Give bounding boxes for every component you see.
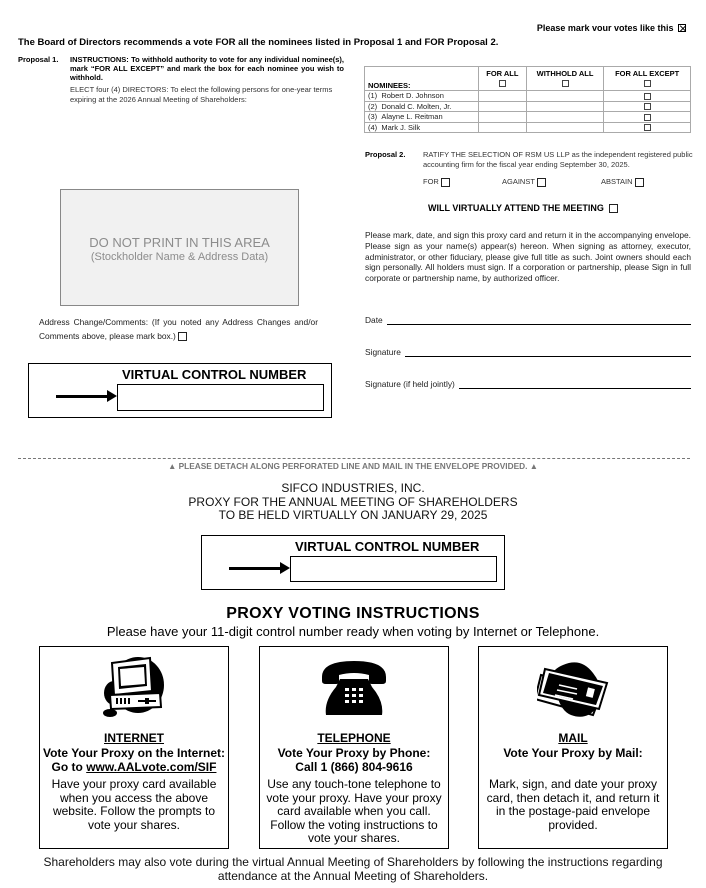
proposal2-for-checkbox[interactable] [441, 178, 450, 187]
date-line[interactable] [387, 316, 691, 325]
internet-instructions: Have your proxy card available when you access the above website. Follow the prompts to vote your shares. [51, 777, 217, 832]
nominee-row [365, 122, 691, 133]
stockholder-data-text: (Stockholder Name & Address Data) [90, 251, 269, 263]
mail-envelope-icon [537, 655, 609, 721]
voting-website-link[interactable]: www.AALvote.com/SIF [86, 759, 217, 774]
nominee-name: (3) Alayne L. Reitman [365, 112, 479, 123]
meeting-title: PROXY FOR THE ANNUAL MEETING OF SHAREHOLDERS [188, 494, 518, 509]
proposal2-for-option[interactable]: FOR [423, 177, 450, 187]
computer-icon [98, 655, 170, 721]
signing-instructions: Please mark, date, and sign this proxy card and return it in the accompanying envelope. Please sign as your name(s) appear(s) hereon. When signing as attorney, executor, administrator, or other fiduciary, please give full title as such. Joint owners should each sign personally. All holders must sign. If a corporation or partnership, please Sign in full corporate or partnership name, by authorized officer. [365, 230, 691, 284]
proposal2-against-option[interactable]: AGAINST [502, 177, 546, 187]
col-for-all-except [604, 67, 691, 91]
control-number-title: VIRTUAL CONTROL NUMBER [122, 367, 307, 382]
proposal2-text: RATIFY THE SELECTION OF RSM US LLP as the independent registered public accounting firm for the fiscal year ending September 30, 2025. [423, 150, 693, 169]
mail-instructions: Mark, sign, and date your proxy card, then detach it, and return it in the postage-paid envelope provided. [486, 777, 660, 832]
control-number-box-bottom [201, 535, 505, 590]
nominee-table-header [365, 67, 691, 91]
joint-signature-field[interactable] [365, 379, 691, 389]
mail-heading-line1: Vote Your Proxy by Mail: [503, 746, 643, 760]
nominee-name: (1) Robert D. Johnson [365, 91, 479, 102]
proposal1-label: Proposal 1. [18, 55, 59, 64]
arrow-right-icon [56, 395, 108, 398]
col-withhold-all-label: WITHHOLD ALL [536, 69, 594, 78]
date-field[interactable] [365, 315, 691, 325]
proposal2-abstain-option[interactable]: ABSTAIN [601, 177, 644, 187]
date-label: Date [365, 315, 383, 325]
nominee-name: (4) Mark J. Silk [365, 122, 479, 133]
company-header [0, 482, 706, 523]
withhold-all-checkbox[interactable] [562, 80, 569, 87]
control-number-field[interactable] [290, 556, 497, 582]
mark-votes-note [537, 23, 686, 33]
proposal2-abstain-checkbox[interactable] [635, 178, 644, 187]
internet-title: INTERNET [104, 731, 164, 745]
nominees-header: NOMINEES: [365, 67, 479, 91]
detach-note: ▲ PLEASE DETACH ALONG PERFORATED LINE AND MAIL IN THE ENVELOPE PROVIDED. ▲ [168, 461, 538, 471]
attend-meeting-checkbox[interactable] [609, 204, 618, 213]
col-for-all-except-label: FOR ALL EXCEPT [615, 69, 680, 78]
mail-voting-panel [478, 646, 668, 849]
telephone-number: Call 1 (866) 804-9616 [295, 759, 413, 774]
address-change-checkbox[interactable] [178, 332, 187, 341]
signature-field[interactable] [365, 347, 691, 357]
telephone-heading-line1: Vote Your Proxy by Phone: [277, 746, 431, 760]
attend-meeting-label: WILL VIRTUALLY ATTEND THE MEETING [428, 203, 604, 213]
nominee-row [365, 101, 691, 112]
control-number-box-top [28, 363, 332, 418]
telephone-title: TELEPHONE [317, 731, 391, 745]
mail-title: MAIL [558, 731, 588, 745]
company-name: SIFCO INDUSTRIES, INC. [281, 481, 425, 495]
nominee-except-checkbox[interactable] [644, 114, 651, 121]
telephone-heading [260, 747, 448, 774]
nominee-except-checkbox[interactable] [644, 93, 651, 100]
proposal1-elect-text: ELECT four (4) DIRECTORS: To elect the following persons for one-year terms expiring at the 2026 Annual Meeting of Shareholders: [70, 85, 333, 104]
nominee-name: (2) Donald C. Molten, Jr. [365, 101, 479, 112]
telephone-instructions: Use any touch-tone telephone to vote your proxy. Have your proxy card available when you call. Follow the voting instructions to vote your shares. [266, 777, 442, 845]
signature-line[interactable] [405, 348, 691, 357]
nominee-except-checkbox[interactable] [644, 124, 651, 131]
proposal2-against-checkbox[interactable] [537, 178, 546, 187]
col-withhold-all [526, 67, 604, 91]
footer-note: Shareholders may also vote during the virtual Annual Meeting of Shareholders by following the instructions regarding attendance at the Annual Meeting of Shareholders. [43, 855, 663, 883]
mail-heading [479, 747, 667, 761]
internet-heading-line2: Go to www.AALvote.com/SIF [51, 759, 217, 774]
address-change-text: Address Change/Comments: (If you noted any Address Changes and/or Comments above, please mark box.) [39, 317, 318, 341]
col-for-all [479, 67, 527, 91]
for-all-checkbox[interactable] [499, 80, 506, 87]
internet-heading [40, 747, 228, 774]
col-for-all-label: FOR ALL [486, 69, 519, 78]
nominee-except-checkbox[interactable] [644, 103, 651, 110]
perforated-line [18, 458, 690, 459]
voting-instructions-subtitle: Please have your 11-digit control number ready when voting by Internet or Telephone. [106, 624, 600, 639]
internet-heading-line1: Vote Your Proxy on the Internet: [42, 746, 226, 760]
stockholder-address-area [60, 189, 299, 306]
joint-signature-line[interactable] [459, 380, 691, 389]
telephone-voting-panel [259, 646, 449, 849]
x-mark-example-icon [678, 24, 686, 32]
nominee-row [365, 112, 691, 123]
meeting-date: TO BE HELD VIRTUALLY ON JANUARY 29, 2025 [218, 508, 488, 522]
for-all-except-checkbox[interactable] [644, 80, 651, 87]
attend-meeting-option[interactable] [428, 203, 618, 213]
arrow-right-icon [229, 567, 281, 570]
nominee-table [364, 66, 691, 133]
board-recommendation: The Board of Directors recommends a vote FOR all the nominees listed in Proposal 1 and FOR Proposal 2. [18, 37, 499, 48]
proposal1-instructions: INSTRUCTIONS: To withhold authority to vote for any individual nominee(s), mark “FOR ALL EXCEPT” and mark the box for each nominee you wish to withhold. [70, 55, 344, 82]
control-number-field[interactable] [117, 384, 324, 411]
joint-signature-label: Signature (if held jointly) [365, 379, 455, 389]
do-not-print-text: DO NOT PRINT IN THIS AREA [89, 235, 270, 250]
voting-instructions-title: PROXY VOTING INSTRUCTIONS [226, 605, 480, 622]
nominee-row [365, 91, 691, 102]
proposal2-label: Proposal 2. [365, 150, 406, 159]
address-change-note [39, 315, 318, 343]
mark-votes-text: Please mark vour votes like this [536, 23, 674, 33]
internet-voting-panel [39, 646, 229, 849]
signature-label: Signature [365, 347, 401, 357]
telephone-icon [318, 655, 390, 721]
control-number-title: VIRTUAL CONTROL NUMBER [295, 539, 480, 554]
